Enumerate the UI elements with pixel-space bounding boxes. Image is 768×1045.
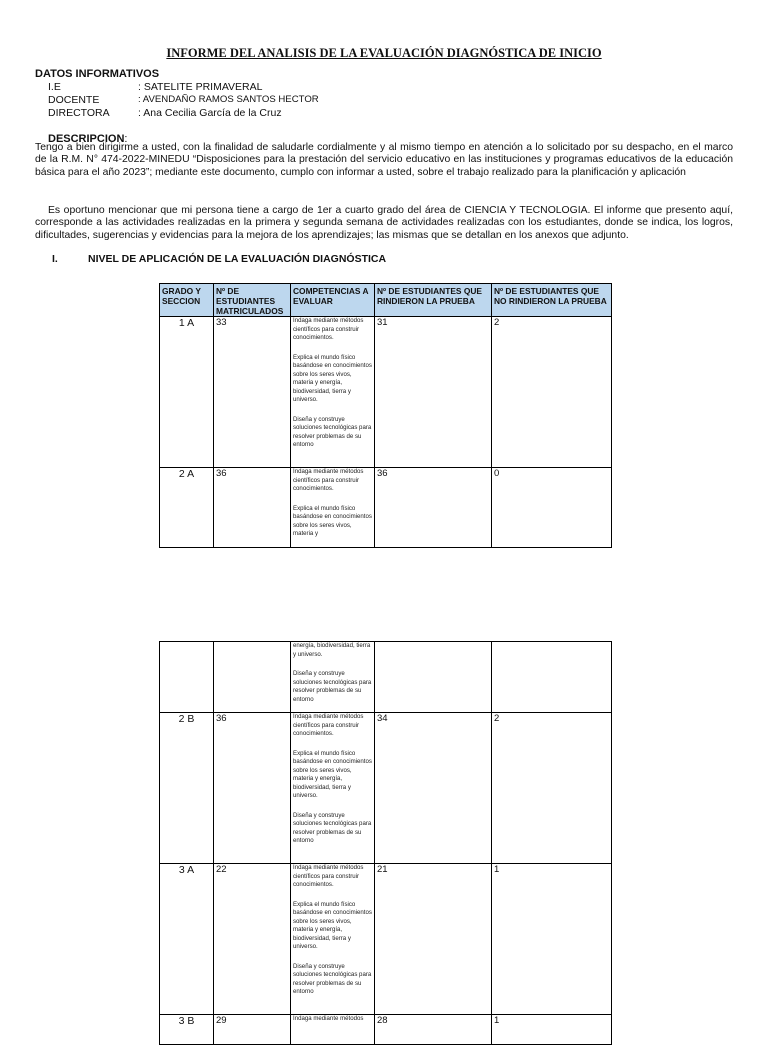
table-row xyxy=(160,468,612,548)
table-row xyxy=(160,1015,612,1045)
descripcion-paragraph-2: Es oportuno mencionar que mi persona tiene a cargo de 1er a cuarto grado del área de CIENCIA Y TECNOLOGIA. El informe que presento aquí, corresponde a las actividades realizadas en la primera y segunda semana de actividades realizadas con los estudiantes, donde se indica, los logros, dificultades, sugerencias y evidencias para la mejora de los aprendizajes; las mismas que se detallan en los anexos que adjunto. xyxy=(35,205,733,241)
competencia-explica-rest: energía, biodiversidad, tierra y universo. xyxy=(293,642,371,658)
cell-competencias xyxy=(291,468,375,548)
evaluation-table-part-1 xyxy=(159,283,612,548)
cell-rindieron-empty xyxy=(375,642,492,713)
cell-grado: 2 A xyxy=(160,468,214,548)
competencia-explica: Explica el mundo físico basándose en conocimientos sobre los seres vivos, materia y energía, biodiversidad, tierra y universo. xyxy=(293,749,372,799)
cell-grado: 1 A xyxy=(160,317,214,468)
cell-rindieron: 34 xyxy=(375,713,492,864)
cell-matriculados: 29 xyxy=(214,1015,291,1045)
cell-rindieron: 21 xyxy=(375,864,492,1015)
cell-no-rindieron: 1 xyxy=(492,864,612,1015)
info-label-directora: DIRECTORA xyxy=(48,107,110,119)
competencia-indaga: Indaga mediante métodos científicos para construir conocimientos. xyxy=(293,468,364,492)
section-1-number: I. xyxy=(52,253,58,265)
descripcion-paragraph-1: Tengo a bien dirigirme a usted, con la finalidad de saludarle cordialmente y al mismo tiempo en atención a lo solicitado por su despacho, en el marco de la R.M. N° 474-2022-MINEDU “Disposiciones para la prestación del servicio educativo en las instituciones y programas educativos de la educación básica para el año 2023”; mediante este documento, cumplo con informar a usted, sobre el trabajo realizado para la planificación y aplicación xyxy=(35,142,733,178)
section-1-heading xyxy=(52,253,386,265)
competencia-explica: Explica el mundo físico basándose en conocimientos sobre los seres vivos, materia y energía, biodiversidad, tierra y universo. xyxy=(293,900,372,950)
header-matriculados: Nº DE ESTUDIANTES MATRICULADOS xyxy=(214,284,291,317)
competencia-disena: Diseña y construye soluciones tecnológicas para resolver problemas de su entorno xyxy=(293,670,372,703)
competencia-disena: Diseña y construye soluciones tecnológicas para resolver problemas de su entorno xyxy=(293,962,372,995)
cell-no-rindieron: 2 xyxy=(492,317,612,468)
descripcion-heading: DESCRIPCION xyxy=(48,133,125,145)
competencia-disena: Diseña y construye soluciones tecnológicas para resolver problemas de su entorno xyxy=(293,811,372,844)
cell-grado-empty xyxy=(160,642,214,713)
cell-competencias xyxy=(291,642,375,713)
cell-matriculados: 36 xyxy=(214,713,291,864)
section-1-title: NIVEL DE APLICACIÓN DE LA EVALUACIÓN DIAGNÓSTICA xyxy=(88,253,387,265)
cell-competencias xyxy=(291,1015,375,1045)
header-no-rindieron: Nº DE ESTUDIANTES QUE NO RINDIERON LA PRUEBA xyxy=(492,284,612,317)
competencia-disena: Diseña y construye soluciones tecnológicas para resolver problemas de su entorno xyxy=(293,415,372,448)
cell-no-rindieron: 0 xyxy=(492,468,612,548)
cell-grado: 3 A xyxy=(160,864,214,1015)
table-row xyxy=(160,864,612,1015)
cell-competencias xyxy=(291,317,375,468)
table-row-continued xyxy=(160,642,612,713)
document-title: INFORME DEL ANALISIS DE LA EVALUACIÓN DIAGNÓSTICA DE INICIO xyxy=(166,46,602,60)
header-competencias: COMPETENCIAS A EVALUAR xyxy=(291,284,375,317)
evaluation-table-part-2 xyxy=(159,641,612,1045)
competencia-indaga: Indaga mediante métodos científicos para construir conocimientos. xyxy=(293,713,364,737)
competencia-explica: Explica el mundo físico basándose en conocimientos sobre los seres vivos, materia y energía, biodiversidad, tierra y universo. xyxy=(293,353,372,403)
header-grado: GRADO Y SECCION xyxy=(160,284,214,317)
cell-no-rindieron: 1 xyxy=(492,1015,612,1045)
cell-rindieron: 28 xyxy=(375,1015,492,1045)
cell-competencias xyxy=(291,864,375,1015)
competencia-indaga: Indaga mediante métodos científicos para construir conocimientos. xyxy=(293,864,364,888)
table-row xyxy=(160,713,612,864)
table-header-row xyxy=(160,284,612,317)
table-row xyxy=(160,317,612,468)
competencia-explica-partial: Explica el mundo físico basándose en conocimientos sobre los seres vivos, materia y xyxy=(293,504,372,537)
cell-matriculados-empty xyxy=(214,642,291,713)
info-value-docente: : AVENDAÑO RAMOS SANTOS HECTOR xyxy=(138,94,319,105)
cell-rindieron: 31 xyxy=(375,317,492,468)
info-value-directora: : Ana Cecilia García de la Cruz xyxy=(138,107,282,119)
cell-grado: 2 B xyxy=(160,713,214,864)
cell-matriculados: 22 xyxy=(214,864,291,1015)
datos-heading: DATOS INFORMATIVOS xyxy=(35,68,160,80)
cell-grado: 3 B xyxy=(160,1015,214,1045)
competencia-indaga: Indaga mediante métodos científicos para construir conocimientos. xyxy=(293,317,364,341)
cell-no-rindieron: 2 xyxy=(492,713,612,864)
header-rindieron: Nº DE ESTUDIANTES QUE RINDIERON LA PRUEBA xyxy=(375,284,492,317)
cell-no-rindieron-empty xyxy=(492,642,612,713)
cell-matriculados: 33 xyxy=(214,317,291,468)
info-label-ie: I.E xyxy=(48,81,61,93)
cell-matriculados: 36 xyxy=(214,468,291,548)
info-label-docente: DOCENTE xyxy=(48,94,100,106)
descripcion-colon: : xyxy=(124,133,128,145)
cell-competencias xyxy=(291,713,375,864)
cell-rindieron: 36 xyxy=(375,468,492,548)
info-value-ie: : SATELITE PRIMAVERAL xyxy=(138,81,263,93)
competencia-indaga-cut: Indaga mediante métodos xyxy=(293,1015,364,1022)
